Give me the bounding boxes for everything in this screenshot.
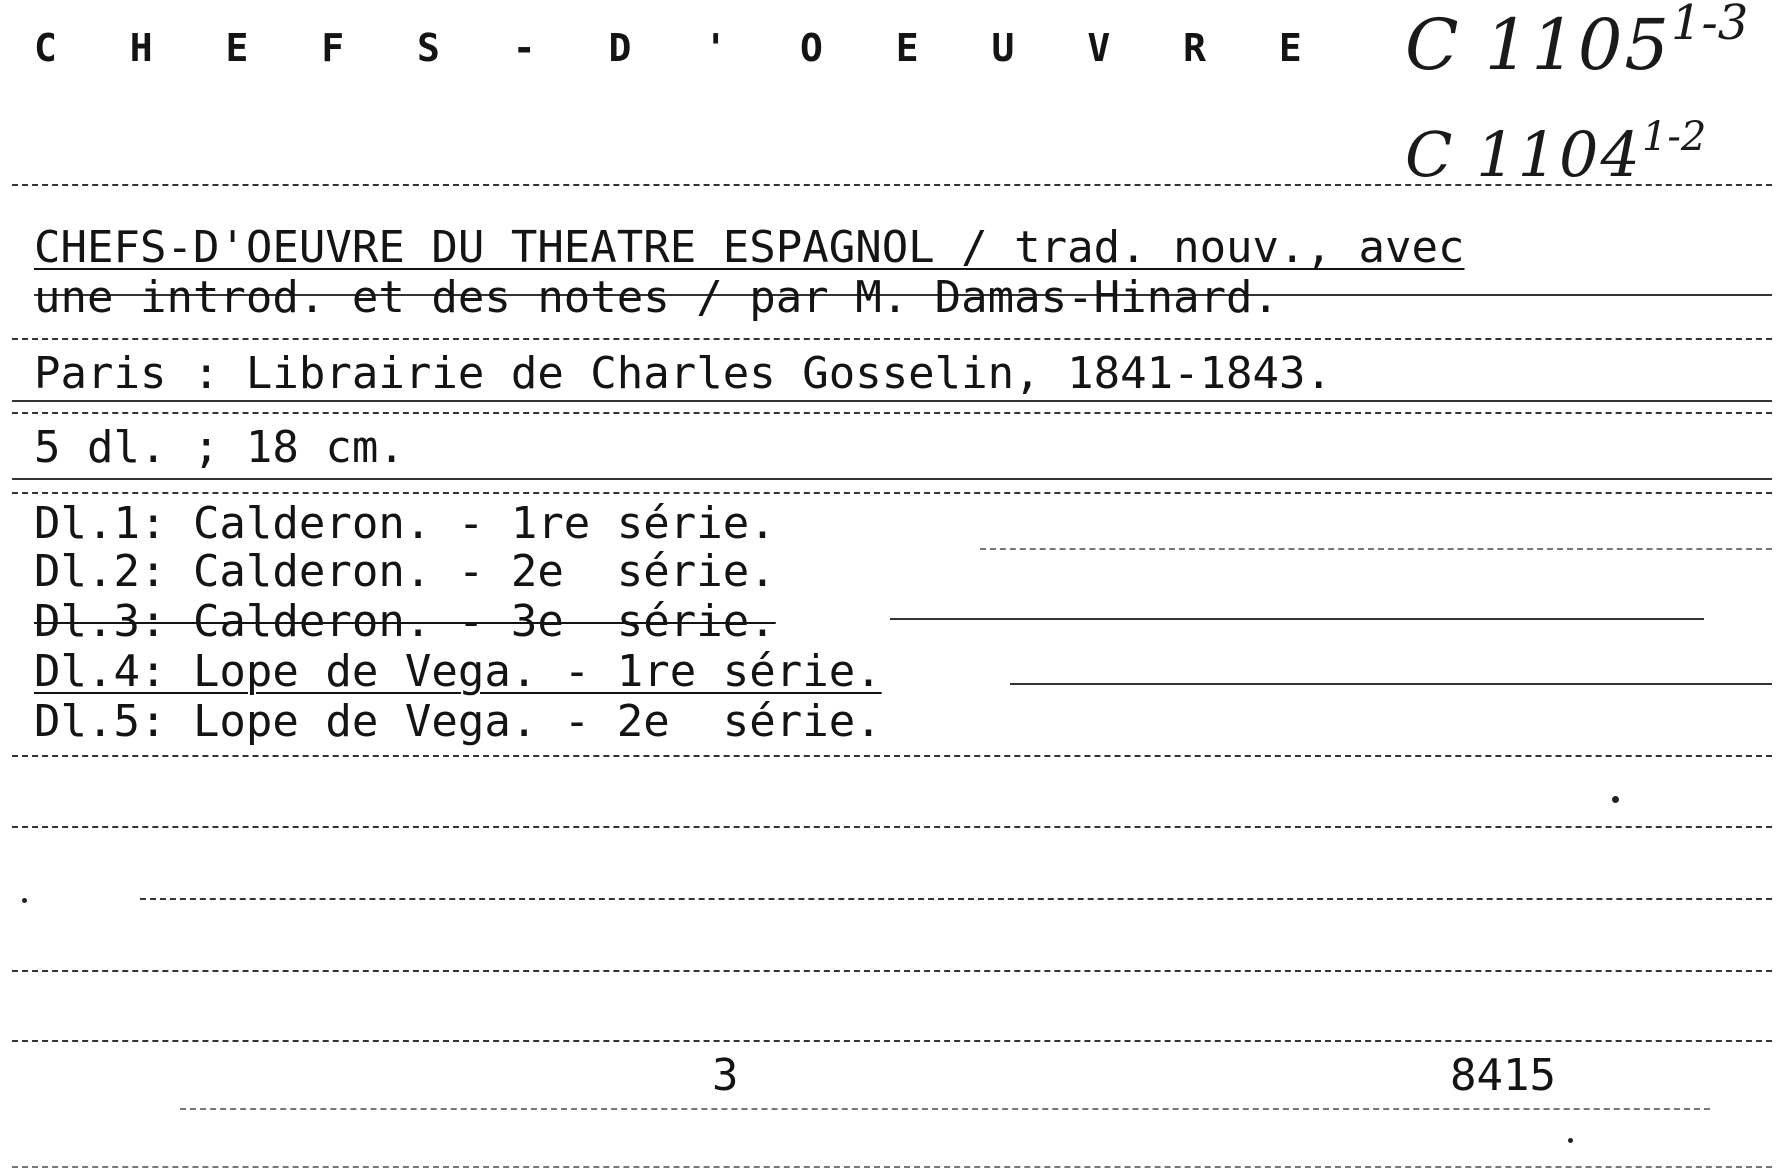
speck bbox=[22, 898, 27, 903]
volume-item: Dl.1: Calderon. - 1re série. bbox=[34, 498, 776, 549]
ruled-line bbox=[890, 618, 1704, 620]
title-line-1: CHEFS-D'OEUVRE DU THEATRE ESPAGNOL / trad. nouv., avec bbox=[34, 222, 1465, 273]
speck bbox=[1612, 796, 1619, 803]
ruled-line bbox=[12, 1040, 1772, 1042]
volume-item: Dl.5: Lope de Vega. - 2e série. bbox=[34, 696, 882, 747]
call-number-1-main: C 1105 bbox=[1405, 4, 1671, 86]
volume-item: Dl.3: Calderon. - 3e série. bbox=[34, 596, 776, 647]
call-number-1 bbox=[1405, 0, 1749, 86]
speck bbox=[1568, 1138, 1573, 1143]
extent-line: 5 dl. ; 18 cm. bbox=[34, 422, 405, 473]
ruled-line bbox=[12, 400, 1772, 402]
call-number-1-range: 1-3 bbox=[1670, 0, 1749, 51]
call-number-2 bbox=[1405, 114, 1707, 191]
footer-number-left: 3 bbox=[712, 1050, 739, 1101]
ruled-line bbox=[12, 826, 1772, 828]
ruled-line bbox=[12, 184, 1772, 186]
card-heading: C H E F S - D ' O E U V R E bbox=[34, 26, 1327, 70]
ruled-line bbox=[980, 548, 1772, 550]
volume-item: Dl.4: Lope de Vega. - 1re série. bbox=[34, 646, 882, 697]
call-number-2-range: 1-2 bbox=[1641, 114, 1707, 160]
ruled-line bbox=[12, 970, 1772, 972]
imprint-line: Paris : Librairie de Charles Gosselin, 1841-1843. bbox=[34, 348, 1333, 399]
volume-item: Dl.2: Calderon. - 2e série. bbox=[34, 546, 776, 597]
ruled-line bbox=[12, 338, 1772, 340]
ruled-line bbox=[12, 1166, 1772, 1168]
ruled-line bbox=[12, 478, 1772, 480]
title-line-2: une introd. et des notes / par M. Damas-Hinard. bbox=[34, 272, 1280, 323]
ruled-line bbox=[12, 492, 1772, 494]
ruled-line bbox=[180, 1108, 1710, 1110]
ruled-line bbox=[12, 412, 1772, 414]
footer-number-right: 8415 bbox=[1450, 1050, 1556, 1101]
ruled-line bbox=[12, 755, 1772, 757]
ruled-line bbox=[140, 898, 1772, 900]
call-number-2-main: C 1104 bbox=[1405, 118, 1642, 191]
ruled-line bbox=[1010, 683, 1772, 685]
